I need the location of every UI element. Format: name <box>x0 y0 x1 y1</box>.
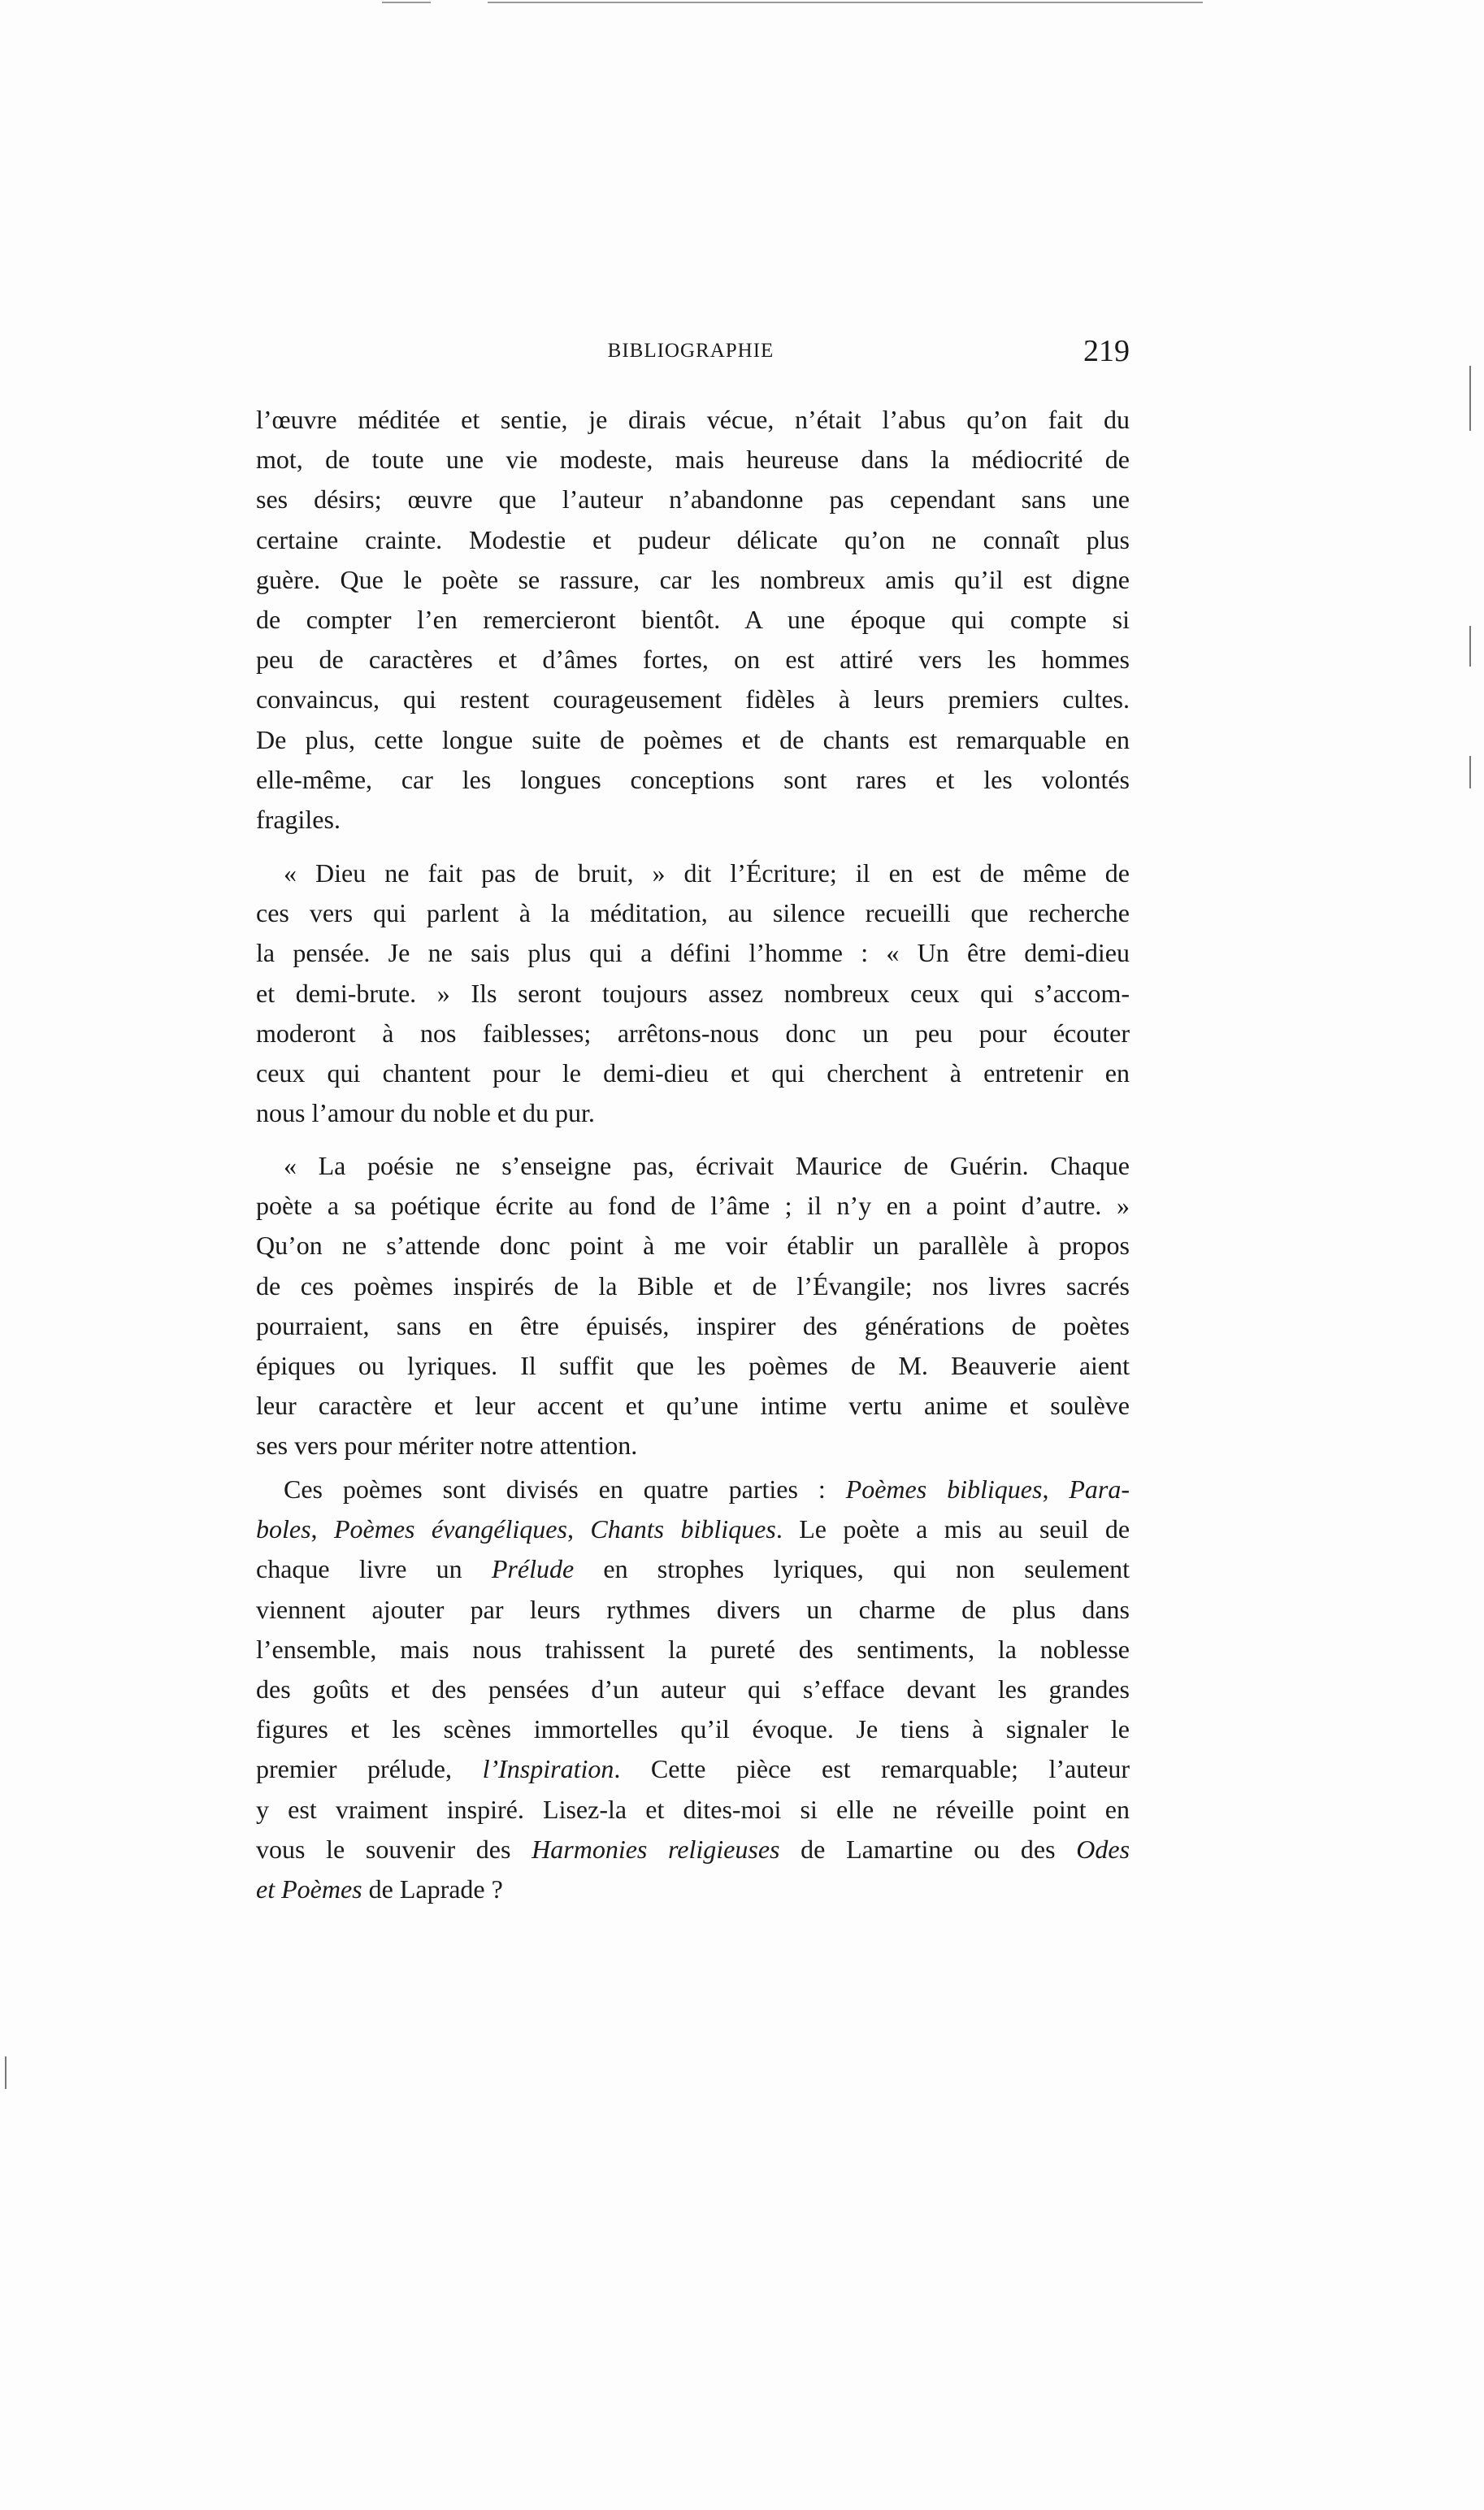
text-line <box>256 893 1130 933</box>
text-run: « Dieu ne fait pas de bruit, » dit l’Écriture; il en est de même de <box>284 858 1130 888</box>
margin-mark <box>1469 756 1471 788</box>
text-run: certaine crainte. Modestie et pudeur délicate qu’on ne connaît plus <box>256 524 1130 554</box>
running-header: BIBLIOGRAPHIE <box>607 340 775 362</box>
text-run: Qu’on ne s’attende donc point à me voir établir un parallèle à propos <box>256 1231 1130 1261</box>
text-run: peu de caractères et d’âmes fortes, on est attiré vers les hommes <box>256 645 1130 675</box>
text-run: épiques ou lyriques. Il suffit que les poèmes de M. Beauverie aient <box>256 1350 1130 1380</box>
text-run: et demi-brute. » Ils seront toujours assez nombreux ceux qui s’accom- <box>256 978 1130 1008</box>
text-line <box>256 1790 1130 1830</box>
paragraph <box>256 853 1130 1133</box>
text-run: des goûts et des pensées d’un auteur qui s’efface devant les grandes <box>256 1674 1130 1704</box>
text-line <box>256 1053 1130 1093</box>
text-line <box>256 1509 1130 1549</box>
text-run: de ces poèmes inspirés de la Bible et de l’Évangile; nos livres sacrés <box>256 1270 1130 1301</box>
top-edge-rule <box>382 2 431 3</box>
italic-title: Chants bibliques <box>590 1514 776 1544</box>
text-line <box>256 800 1130 840</box>
text-line <box>256 680 1130 719</box>
text-run: pourraient, sans en être épuisés, inspirer des générations de poètes <box>256 1310 1130 1340</box>
text-line <box>256 1426 1130 1466</box>
text-line <box>256 1346 1130 1386</box>
text-run: de compter l’en remercieront bientôt. A une époque qui compte si <box>256 604 1130 634</box>
text-run: de Lamartine ou des <box>779 1834 1077 1864</box>
text-run: . Cette pièce est remarquable; l’auteur <box>614 1754 1130 1784</box>
paragraph <box>256 1146 1130 1466</box>
text-line <box>256 1470 1130 1509</box>
italic-title: et Poèmes <box>256 1874 362 1904</box>
text-line <box>256 1630 1130 1670</box>
text-run: nous l’amour du noble et du pur. <box>256 1098 595 1128</box>
text-line <box>256 600 1130 640</box>
text-line <box>256 1266 1130 1306</box>
italic-title: l’Inspiration <box>482 1754 614 1784</box>
text-line <box>256 400 1130 440</box>
text-line <box>256 1670 1130 1709</box>
text-run: l’œuvre méditée et sentie, je dirais vécue, n’était l’abus qu’on fait du <box>256 405 1130 434</box>
text-run: moderont à nos faiblesses; arrêtons-nous donc un peu pour écouter <box>256 1018 1130 1048</box>
text-line <box>256 1014 1130 1053</box>
text-run: ceux qui chantent pour le demi-dieu et qui cherchent à entretenir en <box>256 1057 1130 1088</box>
text-line <box>256 974 1130 1014</box>
text-run: poète a sa poétique écrite au fond de l’âme ; il n’y en a point d’autre. » <box>256 1191 1130 1221</box>
paragraph <box>256 1470 1130 1909</box>
text-line <box>256 1186 1130 1226</box>
text-run: figures et les scènes immortelles qu’il évoque. Je tiens à signaler le <box>256 1714 1130 1744</box>
text-line <box>256 1749 1130 1789</box>
text-line <box>256 853 1130 893</box>
italic-title: Poèmes évangéliques <box>333 1514 567 1544</box>
text-line <box>256 1590 1130 1630</box>
text-line <box>256 1146 1130 1186</box>
italic-title: Prélude <box>491 1554 575 1584</box>
text-line <box>256 520 1130 560</box>
text-line <box>256 1386 1130 1426</box>
text-run: viennent ajouter par leurs rythmes divers un charme de plus dans <box>256 1594 1130 1624</box>
italic-title: Odes <box>1076 1834 1130 1864</box>
text-line <box>256 1549 1130 1589</box>
text-run: chaque livre un <box>256 1554 492 1584</box>
text-line <box>256 480 1130 519</box>
text-line <box>256 1869 1130 1909</box>
text-run: , <box>1042 1474 1070 1504</box>
margin-mark <box>5 2056 7 2089</box>
text-run: premier prélude, <box>256 1754 483 1784</box>
text-run: ses désirs; œuvre que l’auteur n’abandonne pas cependant sans une <box>256 484 1130 515</box>
text-line <box>256 1306 1130 1346</box>
text-line <box>256 933 1130 973</box>
text-line <box>256 1830 1130 1869</box>
text-run: en strophes lyriques, qui non seulement <box>574 1554 1130 1584</box>
text-line <box>256 560 1130 600</box>
top-edge-rule <box>488 2 1203 3</box>
text-run: convaincus, qui restent courageusement fidèles à leurs premiers cultes. <box>256 684 1130 714</box>
text-line <box>256 1709 1130 1749</box>
text-line <box>256 1093 1130 1133</box>
paragraph <box>256 400 1130 840</box>
italic-title: boles <box>256 1514 311 1544</box>
text-run: ces vers qui parlent à la méditation, au silence recueilli que recherche <box>256 898 1130 928</box>
text-line <box>256 760 1130 800</box>
text-run: ses vers pour mériter notre attention. <box>256 1431 638 1461</box>
text-run: elle-même, car les longues conceptions sont rares et les volontés <box>256 764 1130 794</box>
text-run: y est vraiment inspiré. Lisez-la et dites-moi si elle ne réveille point en <box>256 1794 1130 1824</box>
text-line <box>256 440 1130 480</box>
text-line <box>256 720 1130 760</box>
text-run: l’ensemble, mais nous trahissent la pureté des sentiments, la noblesse <box>256 1634 1130 1664</box>
text-run: « La poésie ne s’enseigne pas, écrivait Maurice de Guérin. Chaque <box>284 1151 1130 1180</box>
margin-mark <box>1469 626 1471 667</box>
text-run: Ces poèmes sont divisés en quatre parties : <box>284 1474 846 1504</box>
text-run: guère. Que le poète se rassure, car les nombreux amis qu’il est digne <box>256 564 1130 594</box>
text-run: mot, de toute une vie modeste, mais heureuse dans la médiocrité de <box>256 445 1130 475</box>
text-run: De plus, cette longue suite de poèmes et de chants est remarquable en <box>256 724 1130 754</box>
text-run: vous le souvenir des <box>256 1834 532 1864</box>
page-number: 219 <box>1083 334 1130 368</box>
text-run: leur caractère et leur accent et qu’une intime vertu anime et soulève <box>256 1391 1130 1421</box>
italic-title: Harmonies religieuses <box>532 1834 780 1864</box>
text-run: de Laprade ? <box>362 1874 503 1904</box>
text-run: fragiles. <box>256 804 341 834</box>
text-run: la pensée. Je ne sais plus qui a défini l’homme : « Un être demi-dieu <box>256 938 1130 968</box>
text-line <box>256 640 1130 680</box>
text-line <box>256 1226 1130 1266</box>
italic-title: Poèmes bibliques <box>845 1474 1043 1504</box>
italic-title: Para- <box>1069 1474 1130 1504</box>
text-run: , <box>310 1514 334 1544</box>
margin-mark <box>1469 366 1471 431</box>
text-run: . Le poète a mis au seuil de <box>775 1514 1130 1544</box>
text-run: , <box>566 1514 591 1544</box>
